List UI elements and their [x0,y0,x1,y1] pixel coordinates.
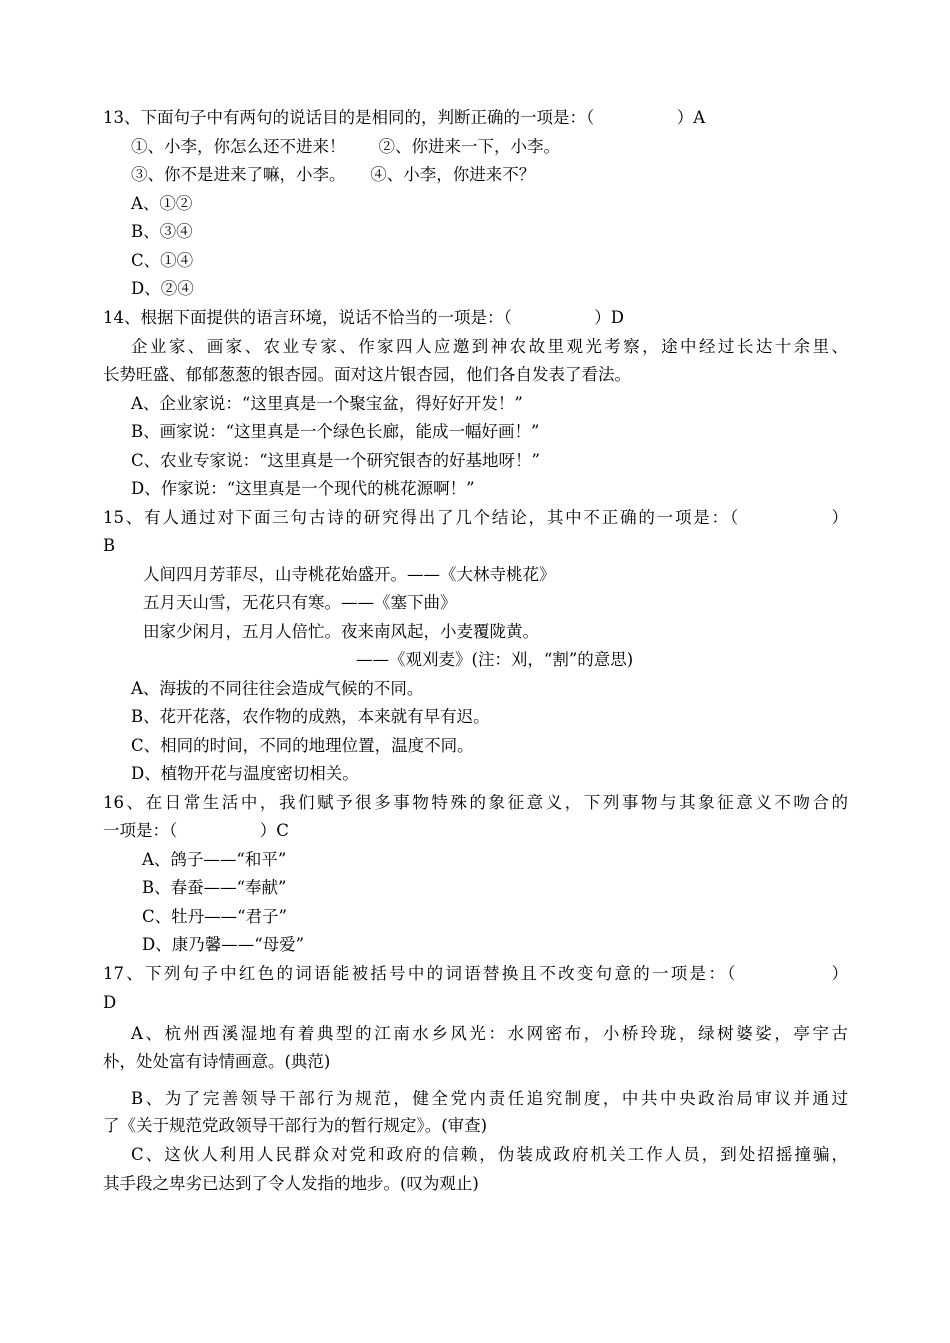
q14-option-d: D、作家说：“这里真是一个现代的桃花源啊！” [131,479,475,498]
q16-option-d: D、康乃馨——“母爱” [142,935,305,954]
q17-option-c-line-1: C、这伙人利用人民群众对党和政府的信赖，伪装成政府机关工作人员，到处招摇撞骗， [131,1145,848,1164]
q17-option-b-line-1: B、为了完善领导干部行为规范，健全党内责任追究制度，中共中央政治局审议并通过 [131,1089,848,1108]
q14-context-line-1: 企业家、画家、农业专家、作家四人应邀到神农故里观光考察，途中经过长达十余里、 [131,337,848,356]
q14-option-c: C、农业专家说：“这里真是一个研究银杏的好基地呀！” [131,451,540,470]
q16-stem-line-1: 16、在日常生活中，我们赋予很多事物特殊的象征意义，下列事物与其象征意义不吻合的 [103,793,848,812]
q15-option-a: A、海拔的不同往往会造成气候的不同。 [131,679,424,698]
q13-sentences-1-2: ①、小李，你怎么还不进来！ ②、你进来一下，小李。 [131,137,560,156]
q14-context-line-2: 长势旺盛、郁郁葱葱的银杏园。面对这片银杏园，他们各自发表了看法。 [103,365,631,384]
q13-option-b: B、③④ [131,222,193,241]
q15-stem: 15、有人通过对下面三句古诗的研究得出了几个结论，其中不正确的一项是：（ ） [103,508,848,527]
q15-option-b: B、花开花落，农作物的成熟，本来就有早有迟。 [131,707,490,726]
q17-option-a-line-2: 朴，处处富有诗情画意。(典范) [103,1052,331,1071]
q15-poem-3-source: ——《观刈麦》(注：刈，“割”的意思) [356,650,634,669]
q16-option-a: A、鸽子——“和平” [142,850,287,869]
q15-poem-1: 人间四月芳菲尽，山寺桃花始盛开。——《大林寺桃花》 [143,565,556,584]
q15-answer: B [103,536,116,555]
q13-option-d: D、②④ [131,279,194,298]
q15-poem-2: 五月天山雪，无花只有寒。——《塞下曲》 [143,593,457,612]
q17-option-b-line-2: 了《关于规范党政领导干部行为的暂行规定》。(审查) [103,1116,488,1135]
q15-poem-3: 田家少闲月，五月人倍忙。夜来南风起，小麦覆陇黄。 [143,622,539,641]
q17-stem: 17、下列句子中红色的词语能被括号中的词语替换且不改变句意的一项是：（ ） [103,964,848,983]
q14-stem: 14、根据下面提供的语言环境，说话不恰当的一项是：（ ）D [103,308,624,327]
q17-option-a-line-1: A、杭州西溪湿地有着典型的江南水乡风光：水网密布，小桥玲珑，绿树婆娑，亭宇古 [131,1024,848,1043]
q16-stem-line-2: 一项是：（ ）C [103,821,289,840]
q13-sentences-3-4: ③、你不是进来了嘛，小李。 ④、小李，你进来不？ [131,165,536,184]
q15-option-c: C、相同的时间，不同的地理位置，温度不同。 [131,736,474,755]
q14-option-a: A、企业家说：“这里真是一个聚宝盆，得好好开发！” [131,394,523,413]
q17-answer: D [103,993,117,1012]
q13-option-c: C、①④ [131,251,194,270]
q16-option-c: C、牡丹——“君子” [142,907,287,926]
q13-stem: 13、下面句子中有两句的说话目的是相同的，判断正确的一项是：（ ）A [103,108,706,127]
q14-option-b: B、画家说：“这里真是一个绿色长廊，能成一幅好画！” [131,422,540,441]
q16-option-b: B、春蚕——“奉献” [142,878,287,897]
q15-option-d: D、植物开花与温度密切相关。 [131,764,359,783]
q17-option-c-line-2: 其手段之卑劣已达到了令人发指的地步。(叹为观止) [103,1174,479,1193]
q13-option-a: A、①② [131,194,193,213]
